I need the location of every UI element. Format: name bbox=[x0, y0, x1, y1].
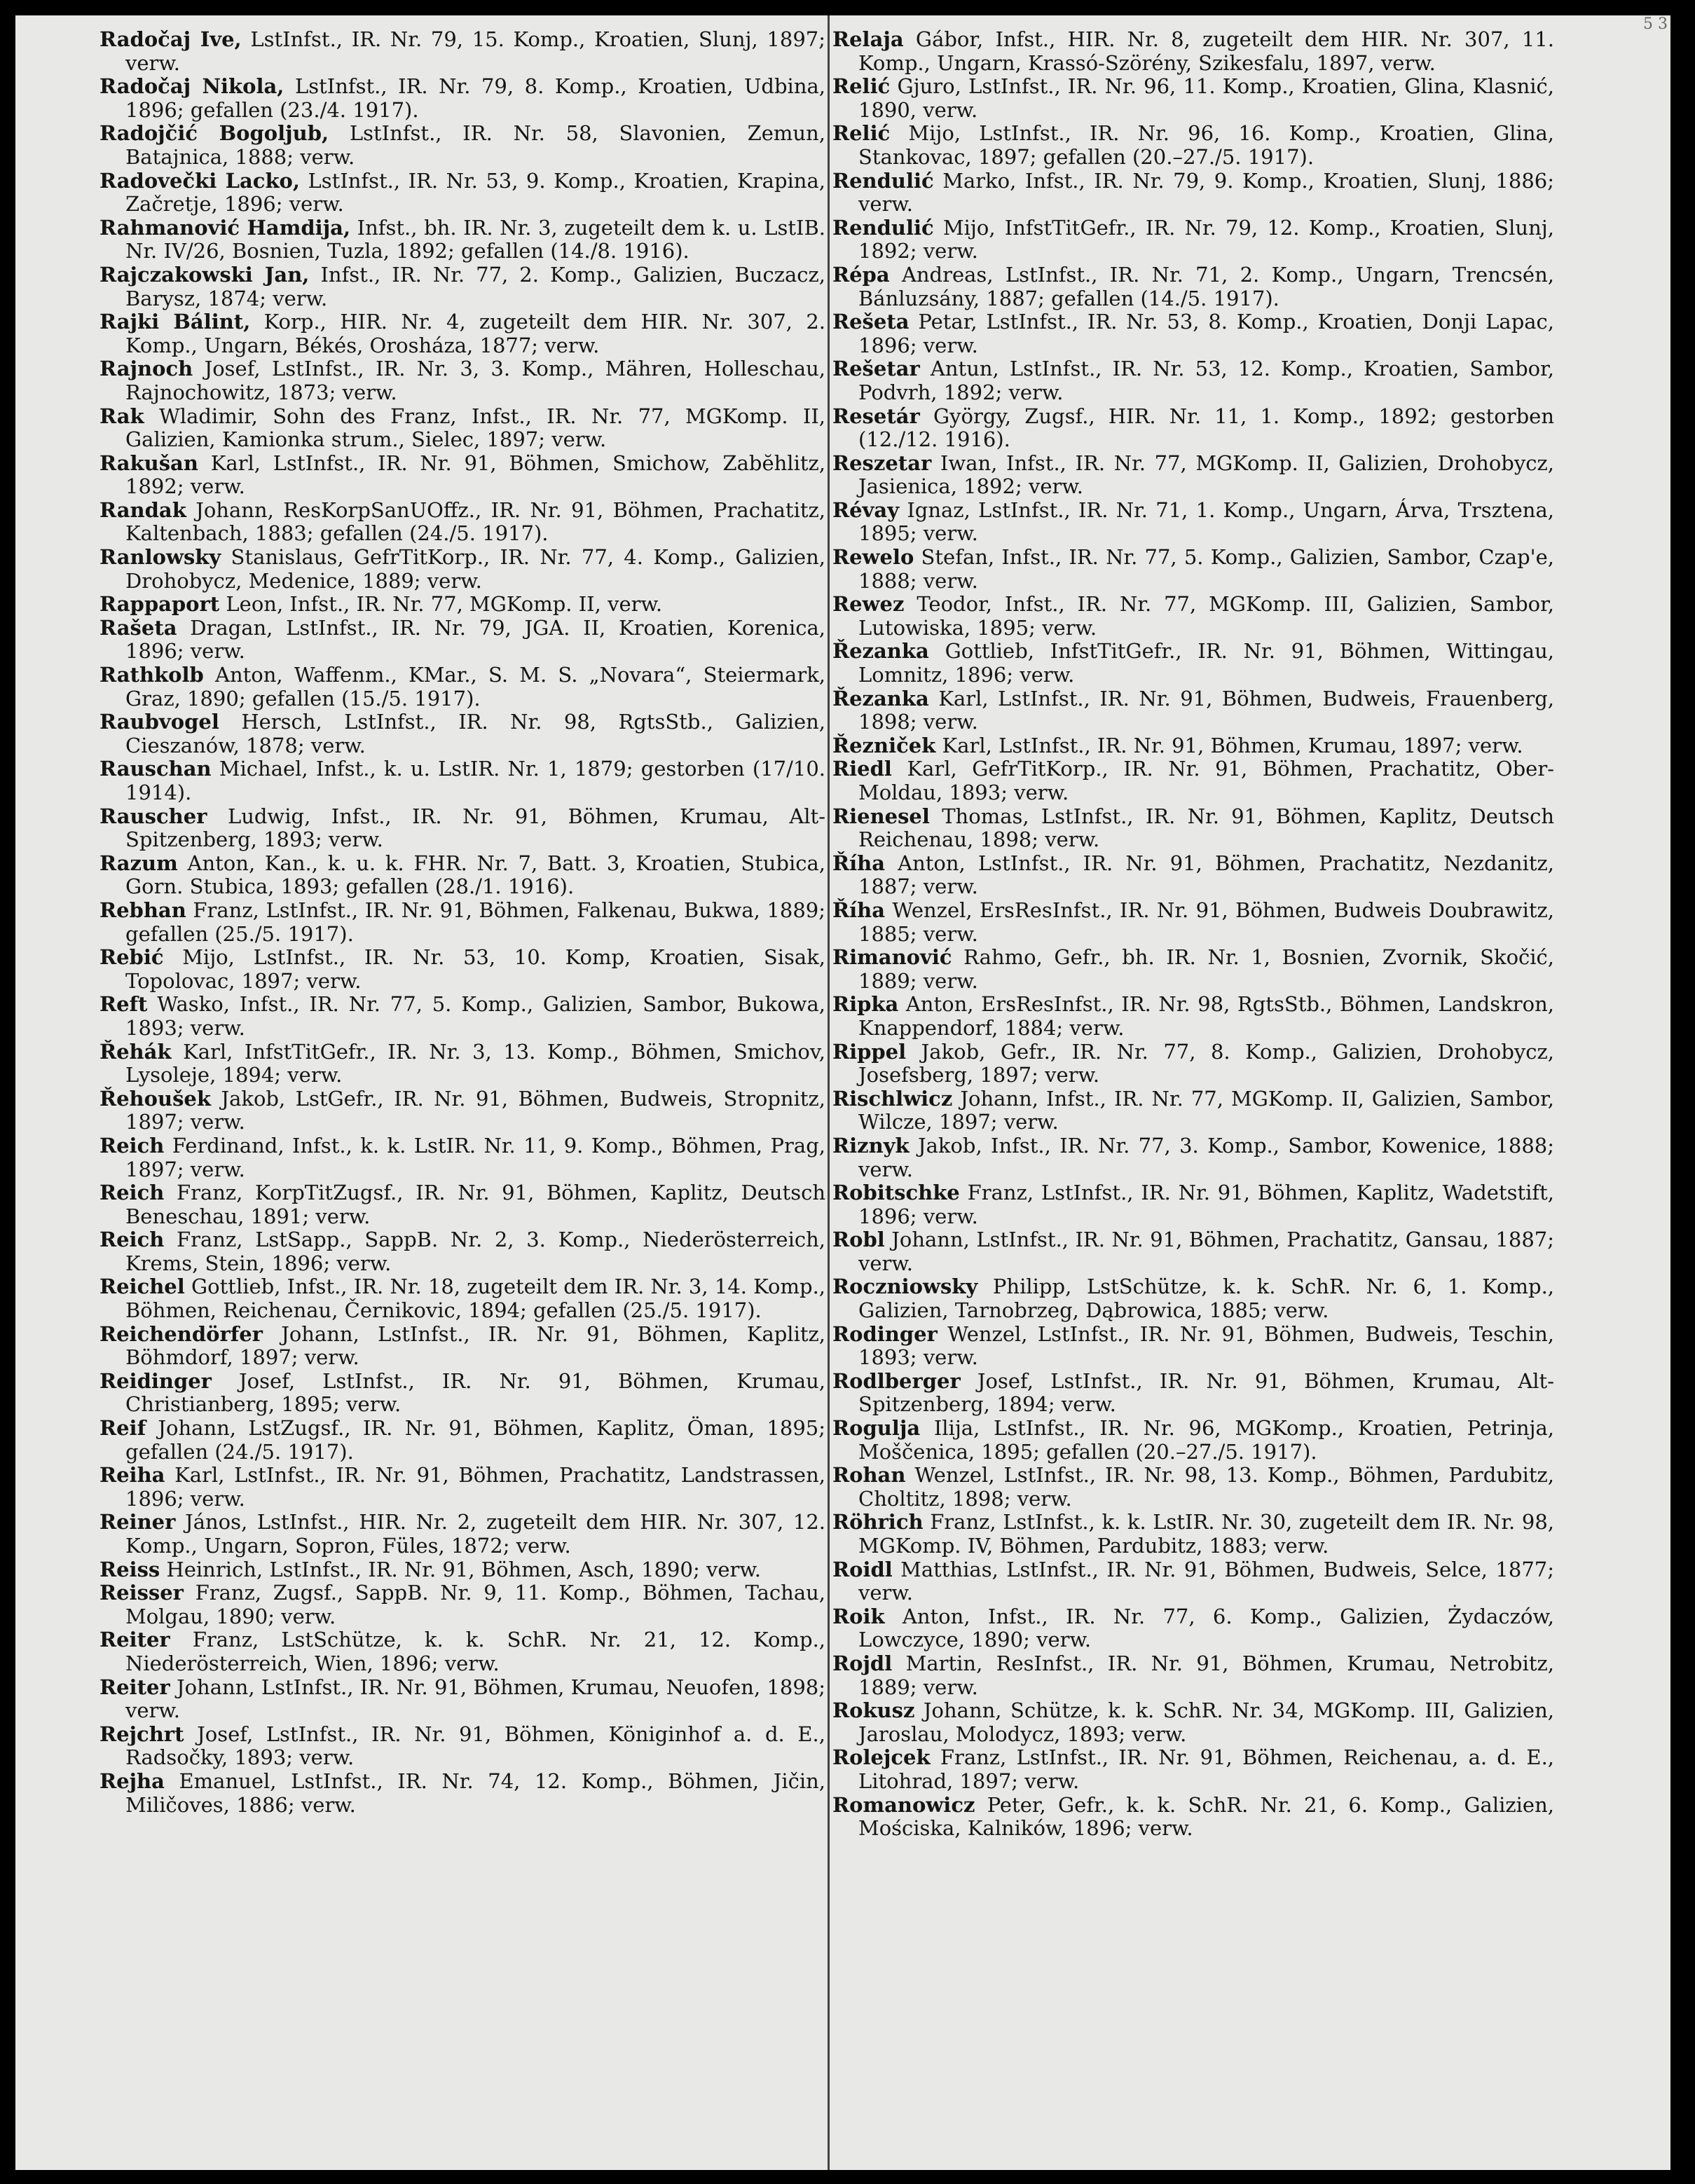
list-entry bbox=[99, 1087, 825, 1134]
entry-details: Johann, ResKorpSanUOffz., IR. Nr. 91, Böhmen, Prachatitz, Kaltenbach, 1883; gefallen (24./5. 1917). bbox=[125, 497, 826, 546]
entry-surname: Rakušan bbox=[99, 451, 198, 475]
entry-details: Johann, LstInfst., IR. Nr. 91, Böhmen, Krumau, Neuofen, 1898; verw. bbox=[125, 1675, 825, 1723]
entry-details: Wasko, Infst., IR. Nr. 77, 5. Komp., Galizien, Sambor, Bukowa, 1893; verw. bbox=[125, 992, 826, 1040]
entry-details: Infst., IR. Nr. 77, 2. Komp., Galizien, Buczacz, Barysz, 1874; verw. bbox=[125, 262, 826, 310]
list-entry bbox=[99, 1228, 825, 1275]
entry-details: Iwan, Infst., IR. Nr. 77, MGKomp. II, Galizien, Drohobycz, Jasienica, 1892; verw. bbox=[858, 451, 1554, 499]
entry-surname: Rešeta bbox=[832, 310, 910, 334]
entry-surname: Rauschan bbox=[99, 757, 212, 781]
entry-details: Dragan, LstInfst., IR. Nr. 79, JGA. II, Kroatien, Korenica, 1896; verw. bbox=[125, 615, 825, 664]
entry-details: Hersch, LstInfst., IR. Nr. 98, RgtsStb., Galizien, Cieszanów, 1878; verw. bbox=[125, 710, 826, 757]
list-entry bbox=[99, 946, 825, 993]
list-entry bbox=[832, 687, 1554, 734]
list-entry bbox=[99, 405, 825, 452]
list-entry bbox=[832, 757, 1554, 804]
list-entry bbox=[99, 217, 825, 263]
paper-sheet bbox=[15, 15, 1670, 2170]
list-entry bbox=[832, 946, 1554, 993]
entry-details: Johann, LstInfst., IR. Nr. 91, Böhmen, Prachatitz, Gansau, 1887; verw. bbox=[858, 1228, 1554, 1275]
entry-surname: Roczniowsky bbox=[832, 1275, 978, 1299]
list-entry bbox=[832, 405, 1554, 452]
entry-surname: Řezanka bbox=[832, 639, 929, 664]
list-entry bbox=[99, 122, 825, 169]
list-entry bbox=[832, 593, 1554, 640]
entry-details: Anton, LstInfst., IR. Nr. 91, Böhmen, Prachatitz, Nezdanitz, 1887; verw. bbox=[858, 851, 1554, 899]
entry-details: Korp., HIR. Nr. 4, zugeteilt dem HIR. Nr. 307, 2. Komp., Ungarn, Békés, Orosháza, 1877; verw. bbox=[125, 310, 826, 357]
entry-surname: Rahmanović Hamdija, bbox=[99, 215, 351, 240]
entry-details: Josef, LstInfst., IR. Nr. 91, Böhmen, Krumau, Christianberg, 1895; verw. bbox=[125, 1368, 825, 1417]
entry-surname: Reisser bbox=[99, 1581, 184, 1605]
list-entry bbox=[832, 1041, 1554, 1087]
entry-surname: Říha bbox=[832, 851, 885, 875]
entry-details: Jakob, LstGefr., IR. Nr. 91, Böhmen, Budweis, Stropnitz, 1897; verw. bbox=[125, 1086, 826, 1134]
entry-details: Josef, LstInfst., IR. Nr. 91, Böhmen, Königinhof a. d. E., Radsočky, 1893; verw. bbox=[125, 1722, 825, 1770]
list-entry bbox=[99, 710, 825, 757]
list-entry bbox=[832, 357, 1554, 404]
entry-details: Michael, Infst., k. u. LstIR. Nr. 1, 1879; gestorben (17/10. 1914). bbox=[125, 757, 826, 804]
entry-surname: Radočaj Ive, bbox=[99, 27, 242, 51]
entry-details: Infst., bh. IR. Nr. 3, zugeteilt dem k. u. LstIB. Nr. IV/26, Bosnien, Tuzla, 1892; gefallen (14./8. 1916). bbox=[125, 215, 825, 263]
list-entry bbox=[832, 1464, 1554, 1511]
list-entry bbox=[832, 1652, 1554, 1699]
list-entry bbox=[99, 452, 825, 499]
entry-details: Johann, Schütze, k. k. SchR. Nr. 34, MGKomp. III, Galizien, Jaroslau, Molodycz, 1893; verw. bbox=[858, 1698, 1554, 1746]
list-entry bbox=[832, 1228, 1554, 1275]
entry-details: LstInfst., IR. Nr. 53, 9. Komp., Kroatien, Krapina, Začretje, 1896; verw. bbox=[125, 168, 825, 217]
list-entry bbox=[832, 75, 1554, 122]
entry-details: Ilija, LstInfst., IR. Nr. 96, MGKomp., Kroatien, Petrinja, Moščenica, 1895; gefallen (20.–27./5. 1917). bbox=[858, 1416, 1555, 1464]
list-entry bbox=[99, 1558, 825, 1582]
entry-details: LstInfst., IR. Nr. 79, 15. Komp., Kroatien, Slunj, 1897; verw. bbox=[125, 27, 825, 75]
entry-details: Gábor, Infst., HIR. Nr. 8, zugeteilt dem HIR. Nr. 307, 11. Komp., Ungarn, Krassó-Szörény, Szikesfalu, 1897, verw. bbox=[858, 27, 1554, 75]
list-entry bbox=[99, 852, 825, 899]
entry-surname: Rathkolb bbox=[99, 663, 204, 687]
entry-surname: Reft bbox=[99, 992, 148, 1017]
list-entry bbox=[832, 1511, 1554, 1558]
entry-surname: Roidl bbox=[832, 1557, 893, 1581]
list-entry bbox=[99, 593, 825, 617]
entry-surname: Rajczakowski Jan, bbox=[99, 262, 310, 287]
list-entry bbox=[99, 546, 825, 593]
list-entry bbox=[832, 899, 1554, 946]
entry-details: Franz, LstInfst., IR. Nr. 91, Böhmen, Kaplitz, Wadetstift, 1896; verw. bbox=[858, 1181, 1555, 1228]
list-entry bbox=[99, 1134, 825, 1181]
entry-details: Franz, LstInfst., k. k. LstIR. Nr. 30, zugeteilt dem IR. Nr. 98, MGKomp. IV, Böhmen, Pardubitz, 1883; verw. bbox=[858, 1510, 1554, 1558]
list-entry bbox=[99, 1181, 825, 1228]
entry-surname: Rendulić bbox=[832, 215, 934, 240]
entry-details: Karl, InfstTitGefr., IR. Nr. 3, 13. Komp., Böhmen, Smichov, Lysoleje, 1894; verw. bbox=[125, 1039, 825, 1087]
list-entry bbox=[832, 1699, 1554, 1746]
entry-surname: Rak bbox=[99, 404, 144, 428]
entry-details: János, LstInfst., HIR. Nr. 2, zugeteilt dem HIR. Nr. 307, 12. Komp., Ungarn, Sopron, Füles, 1872; verw. bbox=[125, 1510, 825, 1558]
list-entry bbox=[99, 664, 825, 710]
list-entry bbox=[832, 1134, 1554, 1181]
entry-details: Stefan, Infst., IR. Nr. 77, 5. Komp., Galizien, Sambor, Czap'e, 1888; verw. bbox=[858, 545, 1555, 593]
entry-surname: Rippel bbox=[832, 1039, 907, 1064]
list-entry bbox=[832, 993, 1554, 1040]
list-entry bbox=[99, 1370, 825, 1417]
entry-details: Franz, LstInfst., IR. Nr. 91, Böhmen, Falkenau, Bukwa, 1889; gefallen (25./5. 1917). bbox=[125, 898, 825, 946]
entry-details: Karl, LstInfst., IR. Nr. 91, Böhmen, Krumau, 1897; verw. bbox=[942, 733, 1523, 757]
entry-surname: Reich bbox=[99, 1228, 165, 1252]
entry-details: Gottlieb, Infst., IR. Nr. 18, zugeteilt dem IR. Nr. 3, 14. Komp., Böhmen, Reichenau, Černikovic, 1894; gefallen (25./5. 1917). bbox=[125, 1275, 826, 1323]
entry-details: Karl, LstInfst., IR. Nr. 91, Böhmen, Prachatitz, Landstrassen, 1896; verw. bbox=[125, 1463, 825, 1511]
list-entry bbox=[99, 357, 825, 404]
list-entry bbox=[99, 1464, 825, 1511]
list-entry bbox=[99, 1581, 825, 1628]
list-entry bbox=[832, 1323, 1554, 1370]
entry-details: Franz, LstSchütze, k. k. SchR. Nr. 21, 12. Komp., Niederösterreich, Wien, 1896; verw. bbox=[125, 1628, 825, 1675]
entry-surname: Roik bbox=[832, 1604, 885, 1628]
entry-details: Johann, Infst., IR. Nr. 77, MGKomp. II, Galizien, Sambor, Wilcze, 1897; verw. bbox=[858, 1086, 1554, 1134]
entry-surname: Robitschke bbox=[832, 1181, 960, 1205]
entry-surname: Resetár bbox=[832, 404, 920, 428]
entry-details: Franz, Zugsf., SappB. Nr. 9, 11. Komp., Böhmen, Tachau, Molgau, 1890; verw. bbox=[125, 1581, 826, 1628]
entry-surname: Řezniček bbox=[832, 733, 936, 757]
entry-details: Wenzel, ErsResInfst., IR. Nr. 91, Böhmen, Budweis Doubrawitz, 1885; verw. bbox=[858, 898, 1555, 946]
entry-details: Philipp, LstSchütze, k. k. SchR. Nr. 6, 1. Komp., Galizien, Tarnobrzeg, Dąbrowica, 1885; verw. bbox=[858, 1275, 1555, 1323]
entry-details: Martin, ResInfst., IR. Nr. 91, Böhmen, Krumau, Netrobitz, 1889; verw. bbox=[858, 1651, 1554, 1699]
entry-surname: Rewez bbox=[832, 592, 905, 617]
entry-surname: Rimanović bbox=[832, 945, 952, 970]
entry-surname: Rajnoch bbox=[99, 357, 193, 381]
list-entry bbox=[99, 1275, 825, 1322]
entry-surname: Ranlowsky bbox=[99, 545, 221, 570]
entry-details: Johann, LstZugsf., IR. Nr. 91, Böhmen, Kaplitz, Öman, 1895; gefallen (24./5. 1917). bbox=[125, 1416, 826, 1464]
entry-details: Heinrich, LstInfst., IR. Nr. 91, Böhmen, Asch, 1890; verw. bbox=[166, 1557, 761, 1581]
entry-details: Josef, LstInfst., IR. Nr. 91, Böhmen, Krumau, Alt-Spitzenberg, 1894; verw. bbox=[858, 1368, 1555, 1417]
entry-details: Anton, ErsResInfst., IR. Nr. 98, RgtsStb., Böhmen, Landskron, Knappendorf, 1884; verw. bbox=[858, 992, 1554, 1040]
entry-details: Andreas, LstInfst., IR. Nr. 71, 2. Komp., Ungarn, Trencsén, Bánluzsány, 1887; gefallen (14./5. 1917). bbox=[858, 262, 1554, 310]
entry-surname: Rejchrt bbox=[99, 1722, 184, 1746]
entry-surname: Radovečki Lacko, bbox=[99, 168, 300, 193]
entry-surname: Reichendörfer bbox=[99, 1321, 263, 1346]
list-entry bbox=[99, 1628, 825, 1675]
entry-surname: Révay bbox=[832, 497, 900, 522]
entry-details: Rahmo, Gefr., bh. IR. Nr. 1, Bosnien, Zvornik, Skočić, 1889; verw. bbox=[858, 945, 1555, 993]
entry-surname: Radojčić Bogoljub, bbox=[99, 121, 329, 146]
entry-surname: Reiha bbox=[99, 1463, 165, 1488]
entry-details: Stanislaus, GefrTitKorp., IR. Nr. 77, 4. Komp., Galizien, Drohobycz, Medenice, 1889; verw. bbox=[125, 545, 826, 593]
list-entry bbox=[99, 170, 825, 217]
left-column bbox=[99, 28, 825, 1817]
entry-surname: Relić bbox=[832, 74, 891, 99]
list-entry bbox=[99, 1676, 825, 1723]
entry-details: Anton, Infst., IR. Nr. 77, 6. Komp., Galizien, Żydaczów, Lowczyce, 1890; verw. bbox=[858, 1604, 1555, 1652]
entry-details: Matthias, LstInfst., IR. Nr. 91, Böhmen, Budweis, Selce, 1877; verw. bbox=[858, 1557, 1554, 1605]
list-entry bbox=[99, 757, 825, 804]
list-entry bbox=[99, 899, 825, 946]
entry-details: Emanuel, LstInfst., IR. Nr. 74, 12. Komp., Böhmen, Jičin, Miličoves, 1886; verw. bbox=[125, 1769, 826, 1817]
entry-surname: Rienesel bbox=[832, 804, 930, 828]
entry-details: Jakob, Gefr., IR. Nr. 77, 8. Komp., Galizien, Drohobycz, Josefsberg, 1897; verw. bbox=[858, 1039, 1555, 1087]
list-entry bbox=[99, 1041, 825, 1087]
list-entry bbox=[832, 734, 1554, 758]
entry-details: Mijo, LstInfst., IR. Nr. 53, 10. Komp, Kroatien, Sisak, Topolovac, 1897; verw. bbox=[125, 945, 826, 993]
entry-surname: Relaja bbox=[832, 27, 904, 51]
entry-surname: Rokusz bbox=[832, 1698, 915, 1723]
entry-surname: Rischlwicz bbox=[832, 1086, 953, 1111]
list-entry bbox=[832, 1275, 1554, 1322]
entry-details: Gottlieb, InfstTitGefr., IR. Nr. 91, Böhmen, Wittingau, Lomnitz, 1896; verw. bbox=[858, 639, 1554, 687]
entry-surname: Rešetar bbox=[832, 357, 920, 381]
entry-details: Jakob, Infst., IR. Nr. 77, 3. Komp., Sambor, Kowenice, 1888; verw. bbox=[858, 1133, 1555, 1181]
entry-details: Josef, LstInfst., IR. Nr. 3, 3. Komp., Mähren, Holleschau, Rajnochowitz, 1873; verw. bbox=[125, 357, 826, 404]
entry-details: Anton, Kan., k. u. k. FHR. Nr. 7, Batt. 3, Kroatien, Stubica, Gorn. Stubica, 1893; gefallen (28./1. 1916). bbox=[125, 851, 825, 899]
entry-details: Marko, Infst., IR. Nr. 79, 9. Komp., Kroatien, Slunj, 1886; verw. bbox=[858, 168, 1555, 217]
list-entry bbox=[832, 1558, 1554, 1605]
entry-surname: Répa bbox=[832, 262, 890, 287]
right-column bbox=[832, 28, 1554, 1841]
entry-surname: Reichel bbox=[99, 1275, 185, 1299]
entry-surname: Razum bbox=[99, 851, 178, 875]
entry-details: LstInfst., IR. Nr. 58, Slavonien, Zemun, Batajnica, 1888; verw. bbox=[125, 121, 825, 169]
list-entry bbox=[832, 1181, 1554, 1228]
entry-surname: Rolejcek bbox=[832, 1745, 931, 1770]
entry-surname: Rojdl bbox=[832, 1651, 893, 1675]
list-entry bbox=[99, 28, 825, 75]
page-corner-marks: 5 3 bbox=[1643, 15, 1668, 33]
entry-details: Leon, Infst., IR. Nr. 77, MGKomp. II, verw. bbox=[226, 592, 663, 617]
entry-details: Anton, Waffenm., KMar., S. M. S. „Novara“, Steiermark, Graz, 1890; gefallen (15./5. 1917). bbox=[125, 663, 825, 710]
entry-surname: Reich bbox=[99, 1181, 165, 1205]
entry-surname: Reiter bbox=[99, 1675, 170, 1699]
entry-surname: Romanowicz bbox=[832, 1792, 975, 1817]
entry-surname: Reich bbox=[99, 1133, 165, 1158]
list-entry bbox=[832, 1087, 1554, 1134]
entry-surname: Reiter bbox=[99, 1628, 170, 1652]
entry-surname: Rajki Bálint, bbox=[99, 310, 251, 334]
list-entry bbox=[99, 805, 825, 852]
entry-details: Petar, LstInfst., IR. Nr. 53, 8. Komp., Kroatien, Donji Lapac, 1896; verw. bbox=[858, 310, 1555, 357]
entry-details: Franz, LstInfst., IR. Nr. 91, Böhmen, Reichenau, a. d. E., Litohrad, 1897; verw. bbox=[858, 1745, 1555, 1793]
list-entry bbox=[832, 1605, 1554, 1652]
list-entry bbox=[99, 1723, 825, 1770]
list-entry bbox=[832, 1370, 1554, 1417]
list-entry bbox=[99, 1323, 825, 1370]
entry-surname: Rodlberger bbox=[832, 1368, 961, 1393]
entry-details: Antun, LstInfst., IR. Nr. 53, 12. Komp., Kroatien, Sambor, Podvrh, 1892; verw. bbox=[858, 357, 1555, 404]
list-entry bbox=[832, 640, 1554, 687]
list-entry bbox=[99, 310, 825, 357]
entry-surname: Rappaport bbox=[99, 592, 220, 617]
list-entry bbox=[99, 75, 825, 122]
entry-surname: Rewelo bbox=[832, 545, 914, 570]
entry-surname: Rebić bbox=[99, 945, 164, 970]
entry-surname: Röhrich bbox=[832, 1510, 924, 1534]
entry-details: Peter, Gefr., k. k. SchR. Nr. 21, 6. Komp., Galizien, Mościska, Kalników, 1896; verw. bbox=[858, 1792, 1554, 1841]
entry-details: LstInfst., IR. Nr. 79, 8. Komp., Kroatien, Udbina, 1896; gefallen (23./4. 1917). bbox=[125, 74, 826, 122]
entry-surname: Rodinger bbox=[832, 1321, 938, 1346]
entry-surname: Řehoušek bbox=[99, 1086, 211, 1111]
list-entry bbox=[99, 1770, 825, 1817]
entry-surname: Radočaj Nikola, bbox=[99, 74, 284, 99]
list-entry bbox=[99, 499, 825, 546]
entry-details: Ludwig, Infst., IR. Nr. 91, Böhmen, Krumau, Alt-Spitzenberg, 1893; verw. bbox=[125, 804, 825, 852]
entry-details: Teodor, Infst., IR. Nr. 77, MGKomp. III, Galizien, Sambor, Lutowiska, 1895; verw. bbox=[858, 592, 1554, 640]
entry-surname: Raubvogel bbox=[99, 710, 219, 734]
entry-details: Johann, LstInfst., IR. Nr. 91, Böhmen, Kaplitz, Böhmdorf, 1897; verw. bbox=[125, 1321, 825, 1370]
entry-details: Karl, GefrTitKorp., IR. Nr. 91, Böhmen, Prachatitz, Ober-Moldau, 1893; verw. bbox=[858, 757, 1555, 804]
entry-details: Franz, KorpTitZugsf., IR. Nr. 91, Böhmen, Kaplitz, Deutsch Beneschau, 1891; verw. bbox=[125, 1181, 825, 1228]
entry-details: György, Zugsf., HIR. Nr. 11, 1. Komp., 1892; gestorben (12./12. 1916). bbox=[858, 404, 1555, 452]
entry-surname: Rejha bbox=[99, 1769, 165, 1793]
list-entry bbox=[832, 805, 1554, 852]
entry-details: Gjuro, LstInfst., IR. Nr. 96, 11. Komp., Kroatien, Glina, Klasnić, 1890, verw. bbox=[858, 74, 1554, 122]
entry-surname: Ripka bbox=[832, 992, 899, 1017]
entry-details: Ignaz, LstInfst., IR. Nr. 71, 1. Komp., Ungarn, Árva, Trsztena, 1895; verw. bbox=[858, 497, 1554, 546]
entry-details: Thomas, LstInfst., IR. Nr. 91, Böhmen, Kaplitz, Deutsch Reichenau, 1898; verw. bbox=[858, 804, 1555, 852]
list-entry bbox=[832, 452, 1554, 499]
column-divider bbox=[828, 15, 830, 2170]
list-entry bbox=[832, 310, 1554, 357]
entry-details: Mijo, InfstTitGefr., IR. Nr. 79, 12. Komp., Kroatien, Slunj, 1892; verw. bbox=[858, 215, 1554, 263]
list-entry bbox=[99, 263, 825, 310]
entry-surname: Rohan bbox=[832, 1463, 906, 1488]
entry-surname: Robl bbox=[832, 1228, 885, 1252]
list-entry bbox=[832, 28, 1554, 75]
entry-details: Mijo, LstInfst., IR. Nr. 96, 16. Komp., Kroatien, Glina, Stankovac, 1897; gefallen (20.–27./5. 1917). bbox=[858, 121, 1555, 169]
entry-surname: Reiner bbox=[99, 1510, 176, 1534]
entry-details: Karl, LstInfst., IR. Nr. 91, Böhmen, Smichow, Zabĕhlitz, 1892; verw. bbox=[125, 451, 825, 499]
list-entry bbox=[832, 1746, 1554, 1793]
list-entry bbox=[832, 263, 1554, 310]
list-entry bbox=[832, 217, 1554, 263]
list-entry bbox=[832, 499, 1554, 546]
list-entry bbox=[99, 1511, 825, 1558]
entry-surname: Řehák bbox=[99, 1039, 172, 1064]
list-entry bbox=[832, 1794, 1554, 1841]
list-entry bbox=[832, 852, 1554, 899]
list-entry bbox=[99, 1417, 825, 1464]
entry-surname: Reiss bbox=[99, 1557, 160, 1581]
entry-surname: Rendulić bbox=[832, 168, 934, 193]
list-entry bbox=[832, 1417, 1554, 1464]
list-entry bbox=[832, 170, 1554, 217]
entry-surname: Rogulja bbox=[832, 1416, 921, 1441]
entry-surname: Rauscher bbox=[99, 804, 207, 828]
entry-surname: Říha bbox=[832, 898, 885, 922]
entry-surname: Reidinger bbox=[99, 1368, 212, 1393]
entry-surname: Riznyk bbox=[832, 1133, 910, 1158]
entry-surname: Řezanka bbox=[832, 686, 929, 710]
entry-details: Wenzel, LstInfst., IR. Nr. 98, 13. Komp., Böhmen, Pardubitz, Choltitz, 1898; verw. bbox=[858, 1463, 1554, 1511]
entry-surname: Rašeta bbox=[99, 615, 177, 640]
entry-surname: Relić bbox=[832, 121, 891, 146]
entry-surname: Reif bbox=[99, 1416, 146, 1441]
entry-surname: Riedl bbox=[832, 757, 892, 781]
list-entry bbox=[832, 546, 1554, 593]
entry-details: Karl, LstInfst., IR. Nr. 91, Böhmen, Budweis, Frauenberg, 1898; verw. bbox=[858, 686, 1555, 734]
entry-surname: Randak bbox=[99, 497, 186, 522]
entry-details: Wladimir, Sohn des Franz, Infst., IR. Nr. 77, MGKomp. II, Galizien, Kamionka strum., Sielec, 1897; verw. bbox=[125, 404, 826, 452]
entry-surname: Rebhan bbox=[99, 898, 186, 922]
list-entry bbox=[99, 617, 825, 664]
list-entry bbox=[832, 122, 1554, 169]
list-entry bbox=[99, 993, 825, 1040]
entry-details: Ferdinand, Infst., k. k. LstIR. Nr. 11, 9. Komp., Böhmen, Prag, 1897; verw. bbox=[125, 1133, 825, 1181]
entry-details: Franz, LstSapp., SappB. Nr. 2, 3. Komp., Niederösterreich, Krems, Stein, 1896; verw. bbox=[125, 1228, 825, 1275]
entry-surname: Reszetar bbox=[832, 451, 932, 475]
entry-details: Wenzel, LstInfst., IR. Nr. 91, Böhmen, Budweis, Teschin, 1893; verw. bbox=[858, 1321, 1555, 1370]
